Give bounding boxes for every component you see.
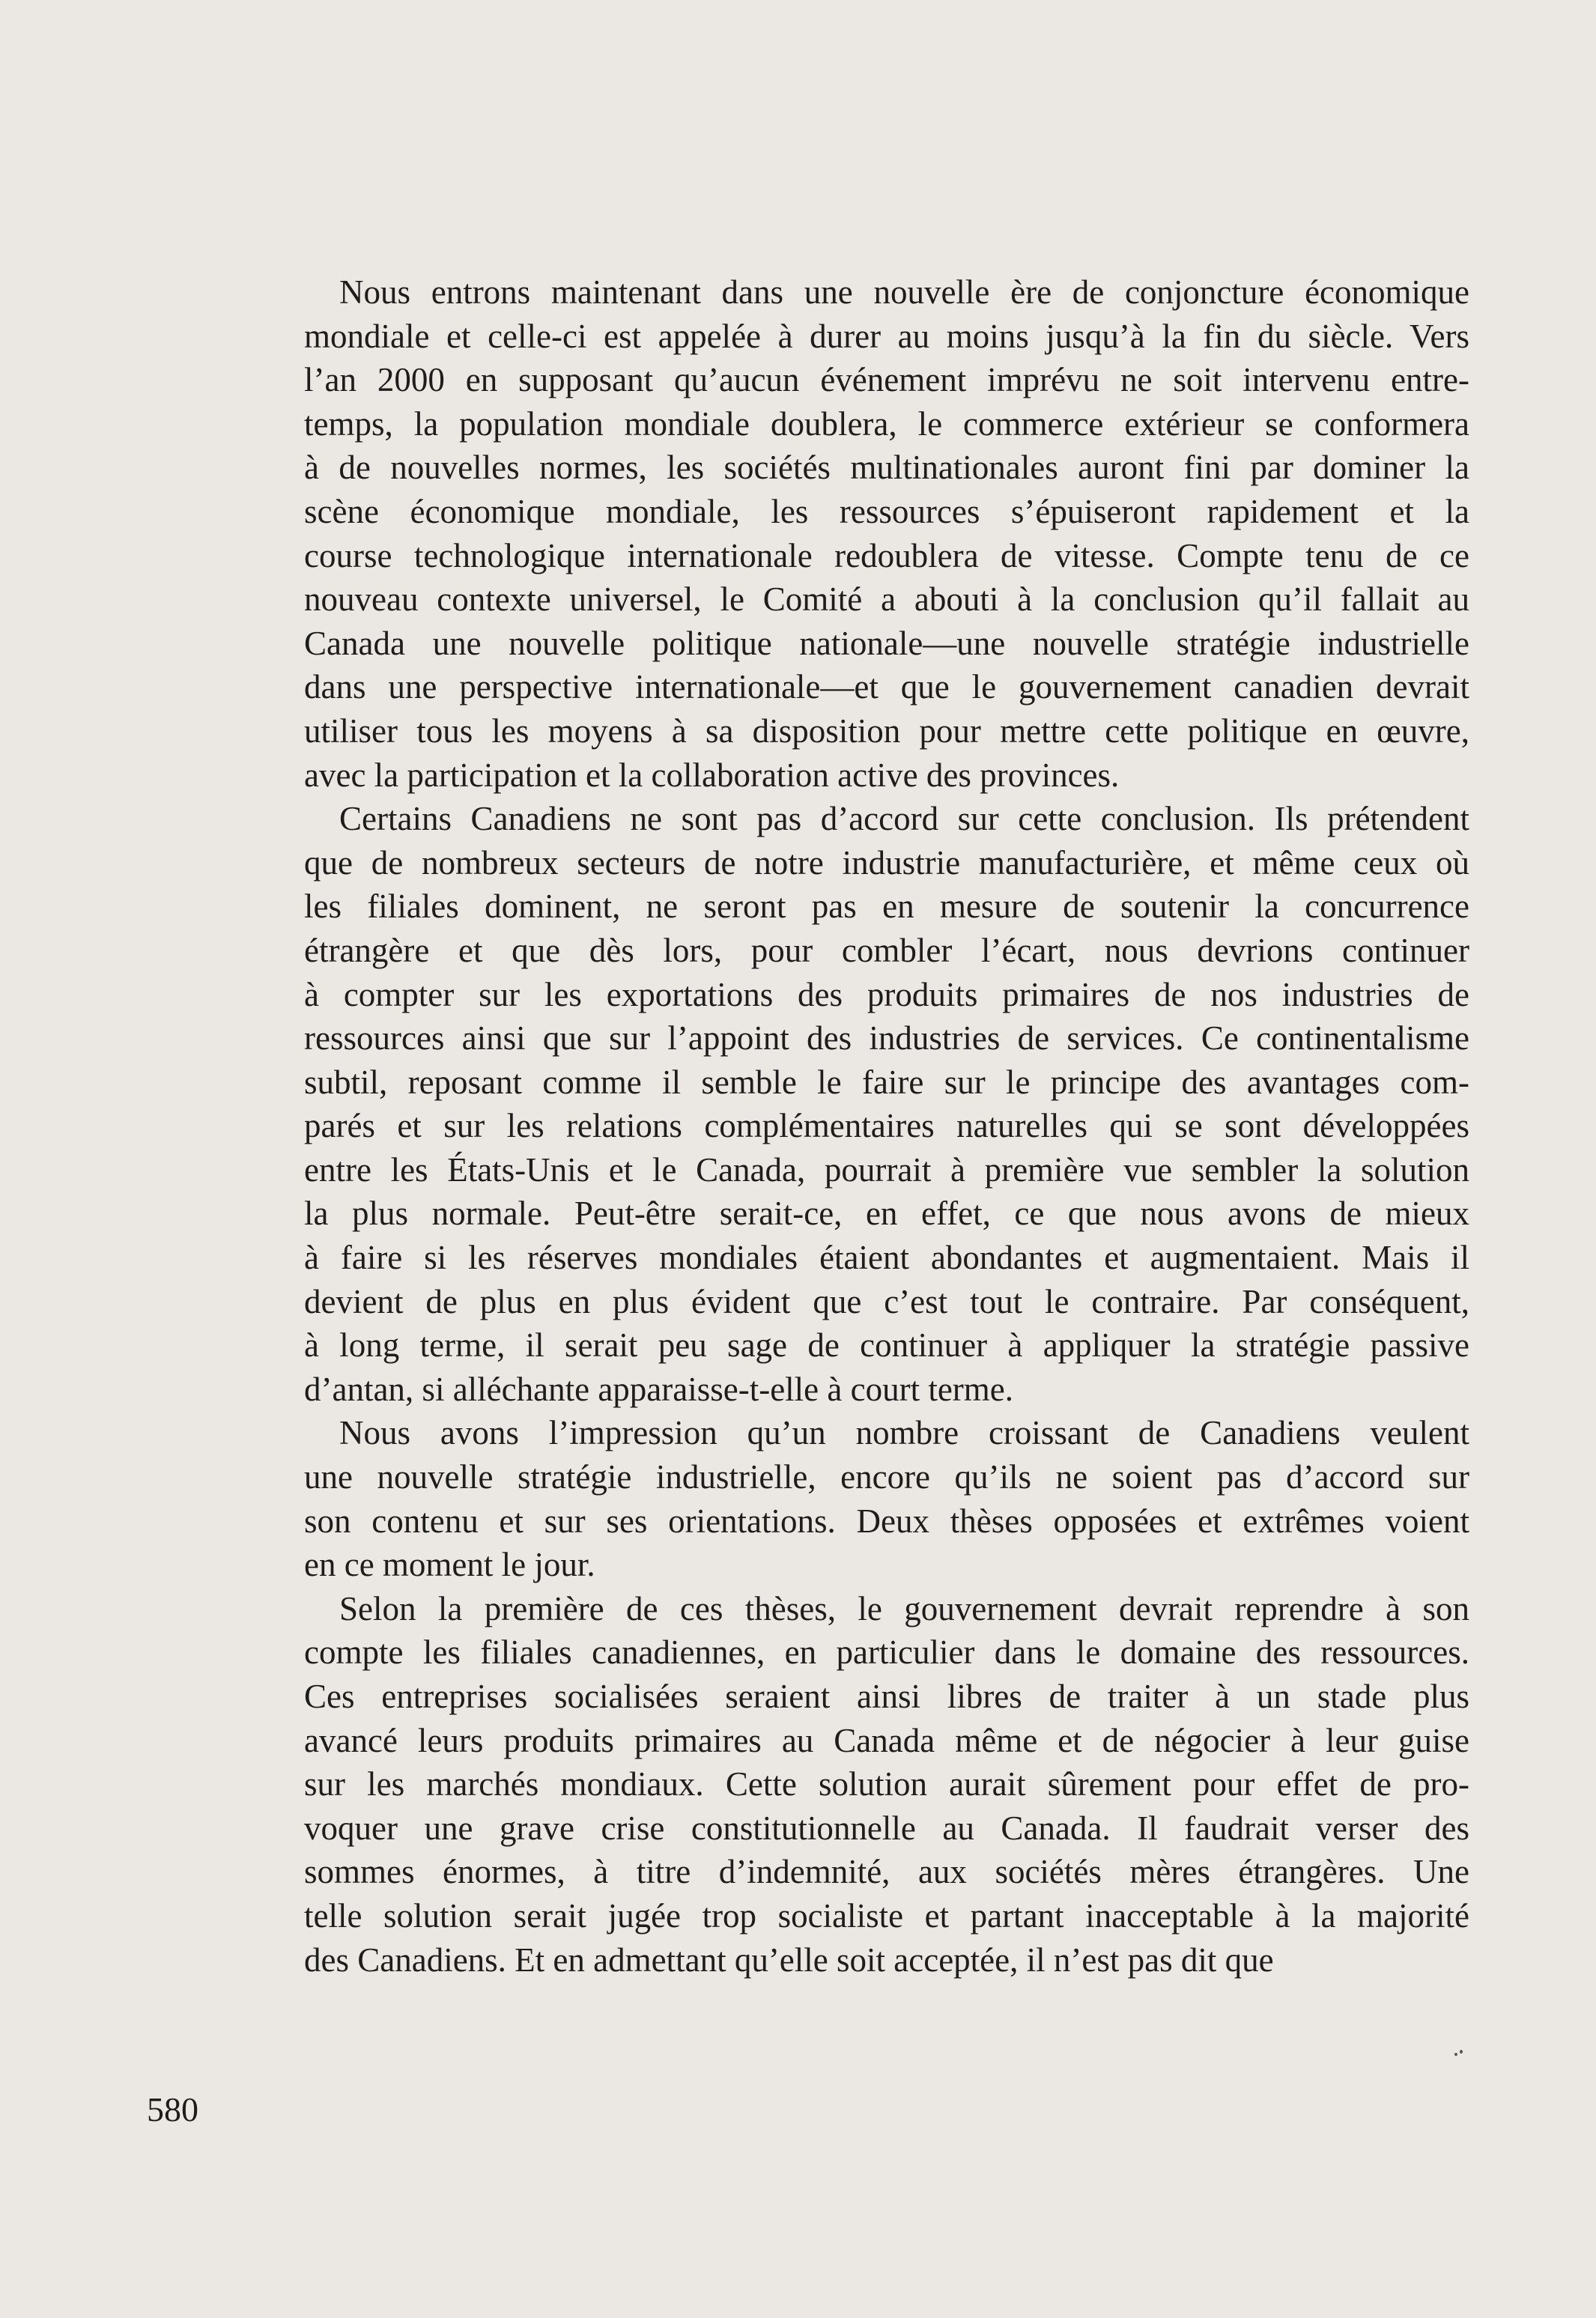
text-line: Nous avons l’impression qu’un nombre croissant de Canadiens veulent [339, 1414, 1469, 1452]
text-line: d’antan, si alléchante apparaisse-t-elle à court terme. [304, 1370, 1014, 1408]
text-line: avec la participation et la collaboration active des provinces. [304, 756, 1120, 794]
text-line: les filiales dominent, ne seront pas en mesure de soutenir la concurrence [304, 888, 1469, 926]
text-line: utiliser tous les moyens à sa disposition pour mettre cette politique en œuvre, [304, 712, 1469, 750]
text-line: à long terme, il serait peu sage de continuer à appliquer la stratégie passive [304, 1326, 1469, 1365]
text-line: mondiale et celle-ci est appelée à durer au moins jusqu’à la fin du siècle. Vers [304, 317, 1469, 355]
paragraph [304, 1587, 1469, 1982]
paragraph [304, 797, 1469, 1411]
text-line: ressources ainsi que sur l’appoint des industries de services. Ce continentalisme [304, 1019, 1469, 1058]
text-line: des Canadiens. Et en admettant qu’elle soit acceptée, il n’est pas dit que [304, 1941, 1274, 1979]
text-line: course technologique internationale redoublera de vitesse. Compte tenu de ce [304, 536, 1469, 574]
print-specks [1454, 2050, 1465, 2057]
text-line: subtil, reposant comme il semble le faire sur le principe des avantages com- [304, 1063, 1469, 1101]
text-line: entre les États-Unis et le Canada, pourrait à première vue sembler la solution [304, 1150, 1469, 1189]
text-line: telle solution serait jugée trop socialiste et partant inacceptable à la majorité [304, 1896, 1469, 1935]
text-line: nouveau contexte universel, le Comité a abouti à la conclusion qu’il fallait au [304, 580, 1469, 619]
body-text [304, 270, 1469, 1982]
text-line: étrangère et que dès lors, pour combler l’écart, nous devrions continuer [304, 931, 1469, 969]
text-line: la plus normale. Peut-être serait-ce, en effet, ce que nous avons de mieux [304, 1195, 1469, 1233]
text-line: Canada une nouvelle politique nationale—une nouvelle stratégie industrielle [304, 624, 1469, 662]
page-number: 580 [147, 2090, 198, 2129]
text-line: que de nombreux secteurs de notre industrie manufacturière, et même ceux où [304, 843, 1469, 882]
text-line: l’an 2000 en supposant qu’aucun événement imprévu ne soit intervenu entre- [304, 361, 1469, 399]
paragraph [304, 1411, 1469, 1586]
text-line: devient de plus en plus évident que c’est tout le contraire. Par conséquent, [304, 1282, 1469, 1320]
text-line: dans une perspective internationale—et que le gouvernement canadien devrait [304, 668, 1469, 706]
text-line: son contenu et sur ses orientations. Deux thèses opposées et extrêmes voient [304, 1502, 1469, 1540]
text-line: sur les marchés mondiaux. Cette solution aurait sûrement pour effet de pro- [304, 1765, 1469, 1803]
text-line: à faire si les réserves mondiales étaient abondantes et augmentaient. Mais il [304, 1239, 1469, 1277]
text-line: temps, la population mondiale doublera, le commerce extérieur se conformera [304, 404, 1469, 443]
paragraph [304, 270, 1469, 797]
text-line: à de nouvelles normes, les sociétés multinationales auront fini par dominer la [304, 449, 1469, 487]
text-line: une nouvelle stratégie industrielle, encore qu’ils ne soient pas d’accord sur [304, 1458, 1469, 1496]
text-line: Certains Canadiens ne sont pas d’accord sur cette conclusion. Ils prétendent [339, 800, 1469, 838]
text-line: voquer une grave crise constitutionnelle au Canada. Il faudrait verser des [304, 1809, 1469, 1847]
text-line: Selon la première de ces thèses, le gouvernement devrait reprendre à son [339, 1589, 1469, 1627]
text-line: avancé leurs produits primaires au Canada même et de négocier à leur guise [304, 1721, 1469, 1759]
text-line: scène économique mondiale, les ressources s’épuiseront rapidement et la [304, 492, 1469, 530]
text-line: Ces entreprises socialisées seraient ainsi libres de traiter à un stade plus [304, 1678, 1469, 1715]
text-line: à compter sur les exportations des produits primaires de nos industries de [304, 975, 1469, 1013]
text-line: Nous entrons maintenant dans une nouvelle ère de conjoncture économique [339, 273, 1469, 311]
text-line: compte les filiales canadiennes, en particulier dans le domaine des ressources. [304, 1633, 1469, 1672]
text-line: sommes énormes, à titre d’indemnité, aux sociétés mères étrangères. Une [304, 1853, 1469, 1891]
text-line: en ce moment le jour. [304, 1546, 595, 1584]
text-line: parés et sur les relations complémentaires naturelles qui se sont développées [304, 1107, 1469, 1145]
